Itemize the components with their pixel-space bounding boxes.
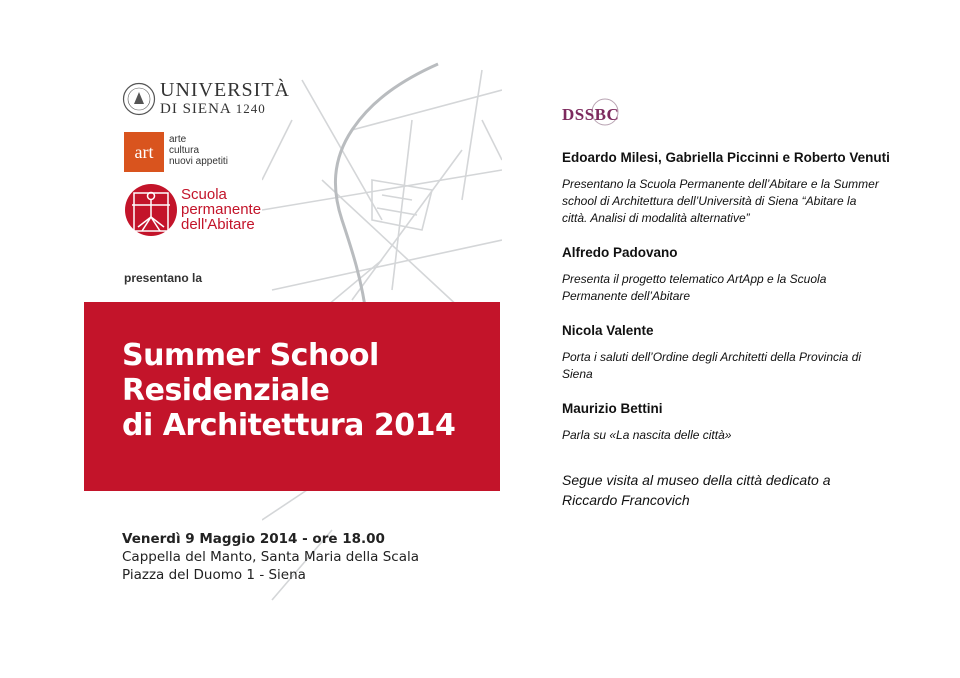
- university-name: UNIVERSITÀ: [160, 79, 290, 101]
- artapp-tagline-2: cultura: [169, 145, 200, 156]
- speaker-name: Alfredo Padovano: [562, 245, 678, 260]
- event-details: [122, 530, 419, 584]
- artapp-tagline-1: arte: [169, 134, 187, 145]
- description-line: Permanente dell’Abitare: [562, 289, 691, 303]
- closing-line: Segue visita al museo della città dedicato a: [562, 472, 831, 488]
- description-line: Presenta il progetto telematico ArtApp e la Scuola: [562, 272, 827, 286]
- description-line: Siena: [562, 367, 593, 381]
- title-banner: [84, 302, 500, 491]
- speaker-name: Maurizio Bettini: [562, 401, 663, 416]
- title-line-1: Summer School: [122, 338, 379, 373]
- vitruvian-man-icon: [124, 183, 178, 237]
- description-line: Porta i saluti dell’Ordine degli Architetti della Provincia di: [562, 350, 862, 364]
- artapp-mark: art: [124, 132, 164, 172]
- event-venue: Cappella del Manto, Santa Maria della Scala: [122, 549, 420, 565]
- university-city: DI SIENA: [160, 101, 232, 117]
- university-seal-icon: [122, 82, 156, 116]
- scuola-permanente-logo: [124, 183, 304, 239]
- artapp-logo: [124, 132, 264, 172]
- dssbc-logo: [562, 97, 642, 133]
- title-line-2: Residenziale: [122, 373, 330, 408]
- description-line: città. Analisi di modalità alternative”: [562, 211, 750, 225]
- scuola-line-2: permanente: [181, 201, 262, 218]
- description-line: school di Architettura dell’Università di Siena “Abitare la: [562, 194, 857, 208]
- speaker-description: [562, 349, 922, 383]
- event-datetime: Venerdì 9 Maggio 2014 - ore 18.00: [122, 531, 385, 547]
- artapp-tagline-3: nuovi appetiti: [169, 156, 228, 167]
- scuola-line-3: dell'Abitare: [181, 216, 255, 233]
- closing-line: Riccardo Francovich: [562, 492, 690, 508]
- title-line-3: di Architettura 2014: [122, 408, 456, 443]
- closing-note: [562, 470, 922, 510]
- university-of-siena-logo: [122, 80, 302, 120]
- speaker-name: Edoardo Milesi, Gabriella Piccinni e Roberto Venuti: [562, 150, 890, 165]
- speaker-description: [562, 271, 922, 305]
- speaker-name: Nicola Valente: [562, 323, 654, 338]
- presenting-label: presentano la: [124, 271, 203, 285]
- dssbc-text: DSSBC: [562, 105, 620, 124]
- speaker-description: [562, 176, 922, 227]
- program-list: [562, 150, 922, 510]
- description-line: Presentano la Scuola Permanente dell’Abitare e la Summer: [562, 177, 879, 191]
- scuola-line-1: Scuola: [181, 186, 227, 203]
- banner-title: [122, 338, 455, 443]
- description-line: Parla su «La nascita delle città»: [562, 428, 732, 442]
- university-year: 1240: [235, 101, 266, 116]
- speaker-description: [562, 427, 922, 444]
- event-address: Piazza del Duomo 1 - Siena: [122, 567, 306, 583]
